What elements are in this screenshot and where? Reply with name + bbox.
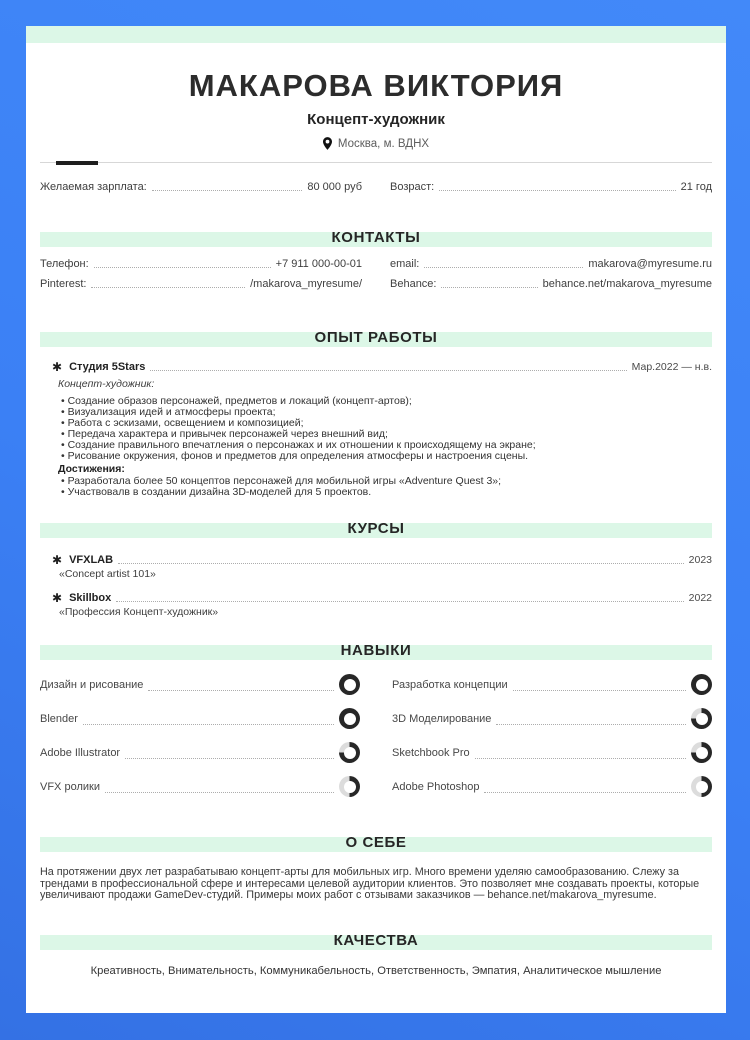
skill-row — [392, 776, 712, 797]
skill-level-ring — [691, 708, 712, 729]
dotted-leader — [83, 724, 334, 725]
person-name: МАКАРОВА ВИКТОРИЯ — [188, 68, 564, 103]
work-period: Мар.2022 — н.в. — [631, 361, 712, 373]
course-entry — [40, 553, 712, 580]
map-pin-icon — [323, 137, 332, 150]
experience-entry — [40, 360, 712, 374]
contact-row — [40, 257, 362, 271]
skill-level-ring — [339, 742, 360, 763]
skill-name: Дизайн и рисование — [40, 678, 144, 691]
dotted-leader — [152, 190, 303, 191]
dotted-leader — [441, 287, 537, 288]
salary-label: Желаемая зарплата: — [40, 181, 147, 193]
section-header-qualities: КАЧЕСТВА — [26, 922, 726, 950]
duty-item: • Создание правильного впечатления о персонажах и их отношении к происходящему на экране; — [61, 440, 712, 451]
courses-list — [26, 553, 726, 618]
skill-row — [40, 674, 360, 695]
section-header-skills: НАВЫКИ — [26, 632, 726, 660]
skill-level-ring — [339, 708, 360, 729]
salary-value: 80 000 руб — [307, 181, 362, 193]
skill-name: Blender — [40, 712, 78, 725]
skill-row — [40, 742, 360, 763]
skill-level-ring — [691, 674, 712, 695]
about-text: На протяжении двух лет разрабатываю концепт-арты для мобильных игр. Много времени уделяю самообразованию. Слежу за трендами в профессиональной сфере и интересами целевой аудитории клиентов. Это позволяет мне создавать проекты, которые увеличивают продажи GameDev-студий. Примеры моих работ с отзывами заказчиков — behance.net/makarova_myresume. — [40, 866, 700, 901]
resume-page — [26, 26, 726, 1013]
course-year: 2022 — [688, 592, 712, 604]
dotted-leader — [439, 190, 675, 191]
skill-row — [392, 742, 712, 763]
contact-value: behance.net/makarova_myresume — [542, 278, 712, 290]
duty-item: • Работа с эскизами, освещением и композицией; — [61, 418, 712, 429]
dotted-leader — [150, 370, 626, 371]
contact-label: email: — [390, 258, 420, 270]
header-divider — [40, 161, 712, 165]
course-name: VFXLAB — [69, 554, 114, 566]
dotted-leader — [424, 267, 583, 268]
dotted-leader — [116, 601, 683, 602]
age-value: 21 год — [680, 181, 712, 193]
section-header-about: О СЕБЕ — [26, 824, 726, 852]
person-role: Концепт-художник — [307, 111, 445, 128]
dotted-leader — [94, 267, 271, 268]
contact-label: Телефон: — [40, 258, 89, 270]
contact-row — [40, 277, 362, 291]
job-position: Концепт-художник: — [58, 378, 155, 390]
skill-name: Sketchbook Pro — [392, 746, 470, 759]
skill-row — [40, 708, 360, 729]
skill-name: Adobe Illustrator — [40, 746, 121, 759]
course-title: «Профессия Концепт-художник» — [59, 606, 219, 618]
asterisk-icon: ✱ — [52, 591, 63, 605]
duty-item: • Рисование окружения, фонов и предметов для определения атмосферы и настроения сцены. — [61, 451, 712, 462]
skill-level-ring — [691, 776, 712, 797]
contact-value: +7 911 000-00-01 — [275, 258, 362, 270]
dotted-leader — [91, 287, 245, 288]
skill-row — [392, 674, 712, 695]
skill-name: Разработка концепции — [392, 678, 508, 691]
course-title: «Concept artist 101» — [59, 568, 156, 580]
age-row — [390, 180, 712, 194]
age-label: Возраст: — [390, 181, 435, 193]
achievements-label: Достижения: — [58, 463, 125, 475]
achievement-item: • Участвовалв в создании дизайна 3D-моделей для 5 проектов. — [61, 487, 712, 498]
achievement-item: • Разработала более 50 концептов персонажей для мобильной игры «Adventure Quest 3»; — [61, 476, 712, 487]
asterisk-icon: ✱ — [52, 553, 63, 567]
dotted-leader — [118, 563, 684, 564]
contact-value: makarova@myresume.ru — [588, 258, 712, 270]
skill-name: Adobe Photoshop — [392, 780, 480, 793]
duty-item: • Создание образов персонажей, предметов и локаций (концепт-артов); — [61, 396, 712, 407]
skill-level-ring — [339, 776, 360, 797]
contacts-list — [40, 257, 712, 291]
location-text: Москва, м. ВДНХ — [337, 137, 430, 150]
asterisk-icon: ✱ — [52, 360, 63, 374]
contact-row — [390, 277, 712, 291]
course-name: Skillbox — [69, 592, 112, 604]
location-row — [26, 137, 726, 150]
section-header-experience: ОПЫТ РАБОТЫ — [26, 319, 726, 347]
skills-grid — [40, 674, 712, 797]
contact-label: Behance: — [390, 278, 437, 290]
dotted-leader — [513, 690, 686, 691]
section-header-contacts: КОНТАКТЫ — [26, 219, 726, 247]
skill-row — [40, 776, 360, 797]
duties-list — [40, 396, 712, 462]
duty-item: • Визуализация идей и атмосферы проекта; — [61, 407, 712, 418]
contact-label: Pinterest: — [40, 278, 87, 290]
contact-row — [390, 257, 712, 271]
skill-name: VFX ролики — [40, 780, 100, 793]
salary-row — [40, 180, 362, 194]
contact-value: /makarova_myresume/ — [250, 278, 362, 290]
dotted-leader — [105, 792, 334, 793]
skill-level-ring — [339, 674, 360, 695]
dotted-leader — [475, 758, 686, 759]
course-year: 2023 — [688, 554, 712, 566]
dotted-leader — [125, 758, 334, 759]
achievements-list — [40, 476, 712, 498]
course-entry — [40, 591, 712, 618]
company-name: Студия 5Stars — [69, 361, 146, 373]
dotted-leader — [484, 792, 686, 793]
section-header-courses: КУРСЫ — [26, 510, 726, 538]
top-accent-band — [26, 26, 726, 43]
skill-name: 3D Моделирование — [392, 712, 492, 725]
skill-row — [392, 708, 712, 729]
skill-level-ring — [691, 742, 712, 763]
meta-row — [40, 180, 712, 194]
qualities-text: Креативность, Внимательность, Коммуникабельность, Ответственность, Эмпатия, Аналитическое мышление — [90, 964, 662, 977]
duty-item: • Передача характера и привычек персонажей через внешний вид; — [61, 429, 712, 440]
dotted-leader — [496, 724, 686, 725]
dotted-leader — [148, 690, 334, 691]
